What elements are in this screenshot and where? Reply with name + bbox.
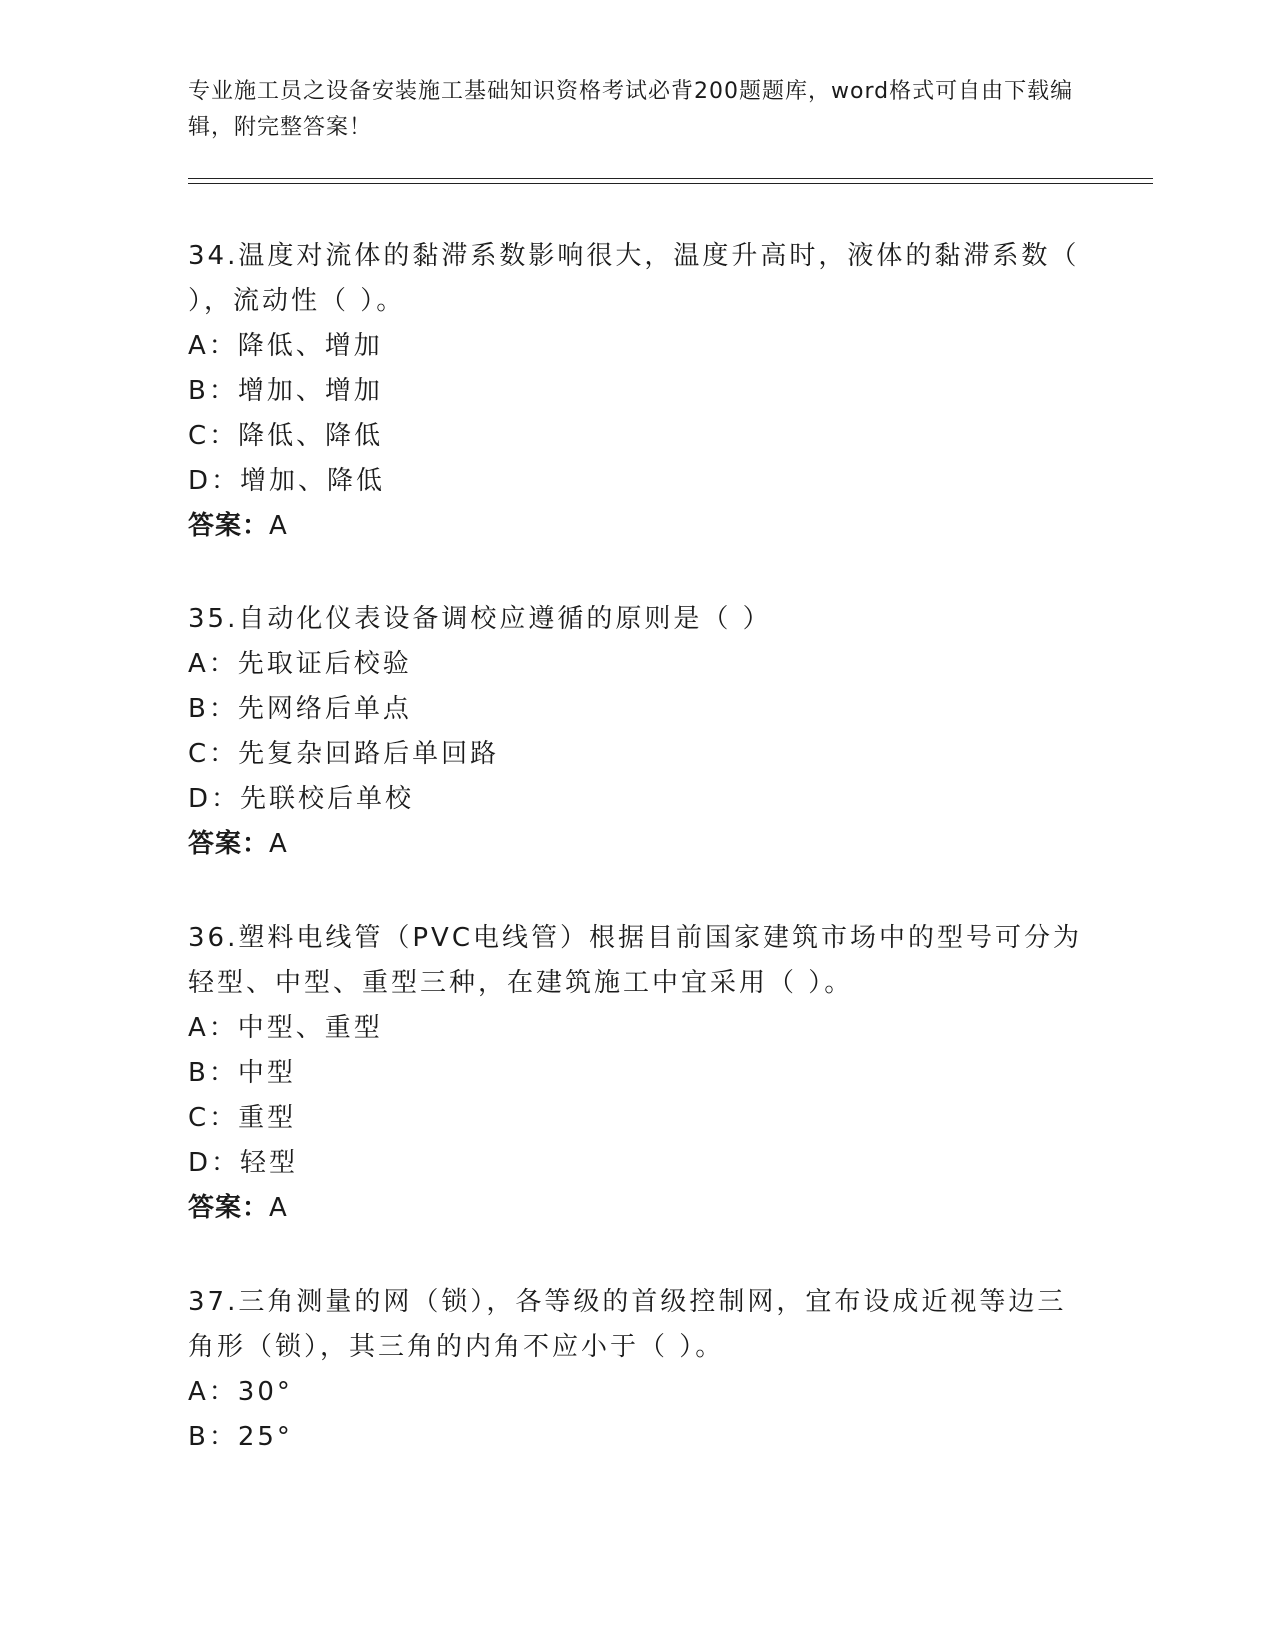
header-divider-top <box>188 178 1153 179</box>
answer-line <box>188 504 1088 549</box>
answer-line <box>188 822 1088 867</box>
answer-label: 答案： <box>188 1193 270 1223</box>
answer-line <box>188 1186 1088 1231</box>
question-34 <box>188 234 1088 549</box>
option-b: B：中型 <box>188 1058 296 1088</box>
question-36 <box>188 916 1088 1231</box>
option-c: C：重型 <box>188 1103 297 1133</box>
option-a: A：中型、重型 <box>188 1013 383 1043</box>
option-a: A：降低、增加 <box>188 331 383 361</box>
answer-value: A <box>269 1193 288 1223</box>
option-b: B：增加、增加 <box>188 376 383 406</box>
question-stem: 36.塑料电线管（PVC电线管）根据目前国家建筑市场中的型号可分为轻型、中型、重型三种，在建筑施工中宜采用（ ）。 <box>188 923 1082 998</box>
option-b: B：25° <box>188 1422 293 1452</box>
option-a: A：30° <box>188 1377 293 1407</box>
option-d: D：先联校后单校 <box>188 784 415 814</box>
option-d: D：增加、降低 <box>188 466 386 496</box>
option-c: C：降低、降低 <box>188 421 384 451</box>
answer-label: 答案： <box>188 511 270 541</box>
question-stem: 35.自动化仪表设备调校应遵循的原则是（ ） <box>188 604 772 634</box>
answer-value: A <box>269 511 288 541</box>
option-d: D：轻型 <box>188 1148 299 1178</box>
question-35 <box>188 597 1088 867</box>
document-header: 专业施工员之设备安装施工基础知识资格考试必背200题题库，word格式可自由下载编辑，附完整答案！ <box>188 79 1074 140</box>
option-c: C：先复杂回路后单回路 <box>188 739 500 769</box>
question-stem: 34.温度对流体的黏滞系数影响很大，温度升高时，液体的黏滞系数（ ），流动性（ ）。 <box>188 241 1080 316</box>
header-divider-bottom <box>188 183 1153 184</box>
answer-label: 答案： <box>188 829 270 859</box>
question-37 <box>188 1280 1088 1460</box>
option-a: A：先取证后校验 <box>188 649 412 679</box>
option-b: B：先网络后单点 <box>188 694 412 724</box>
question-stem: 37.三角测量的网（锁），各等级的首级控制网，宜布设成近视等边三角形（锁），其三角的内角不应小于（ ）。 <box>188 1287 1067 1362</box>
answer-value: A <box>269 829 288 859</box>
